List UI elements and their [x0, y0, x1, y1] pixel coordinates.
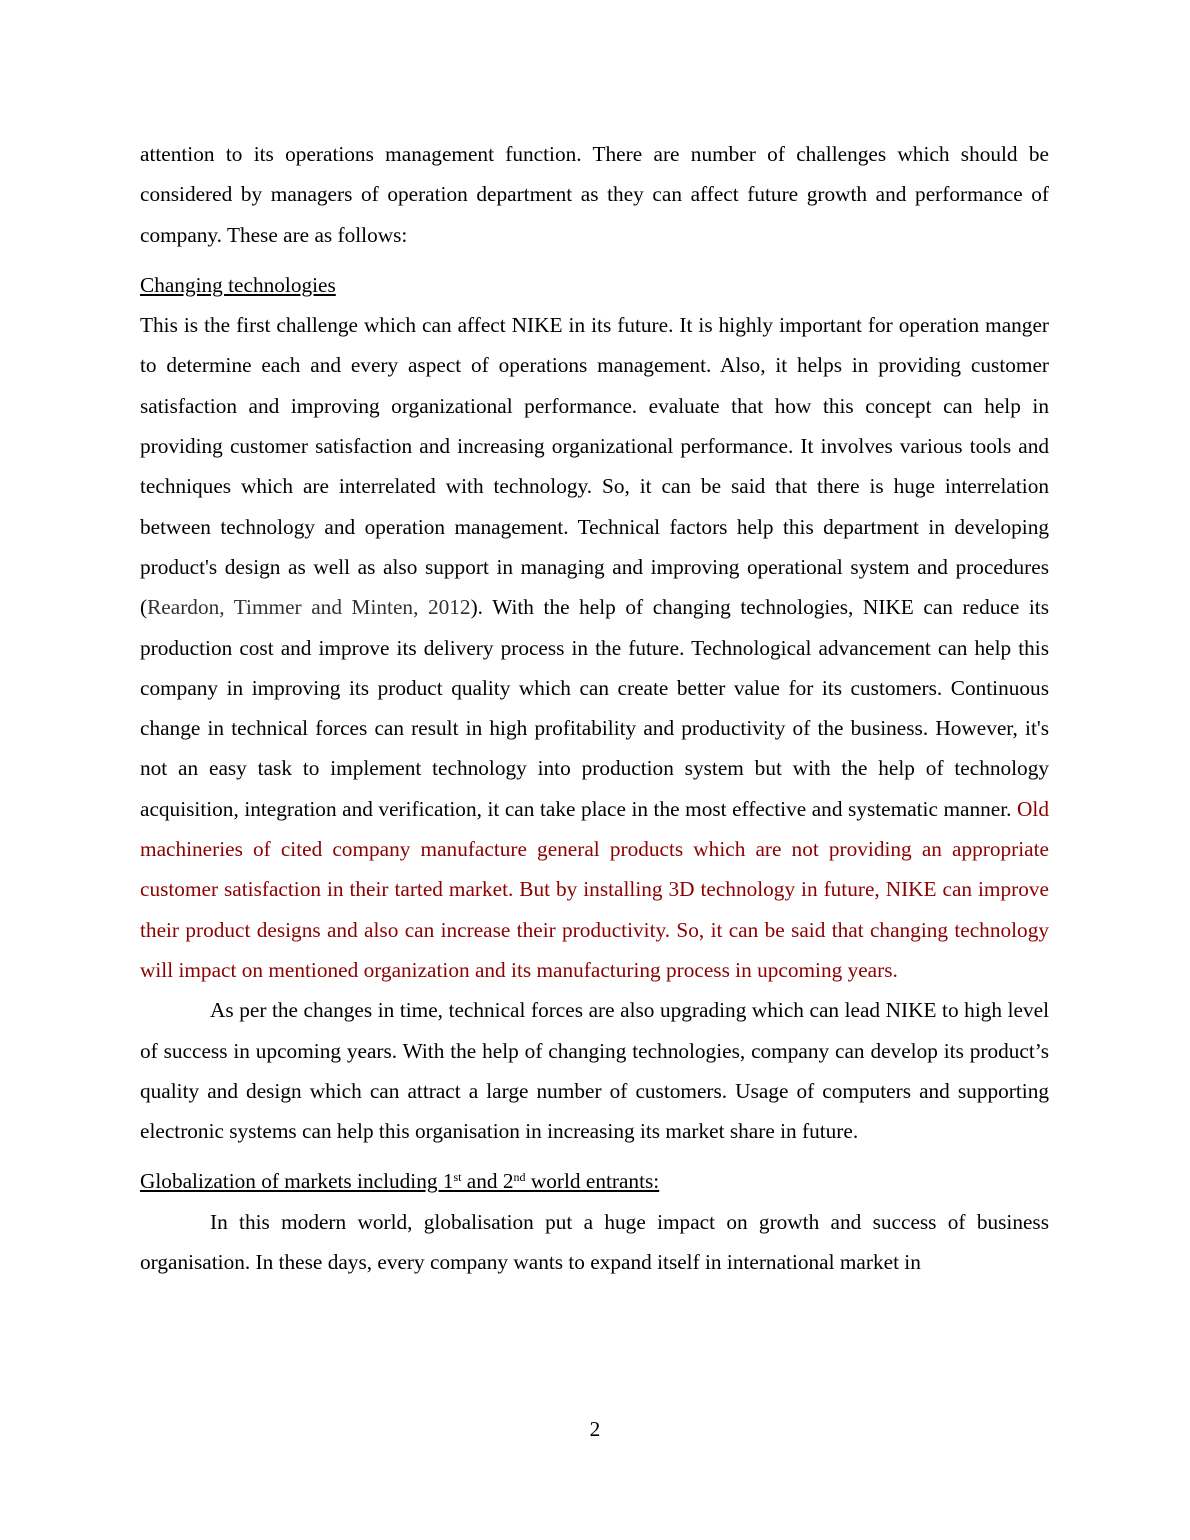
- superscript-nd: nd: [513, 1170, 526, 1185]
- heading-part-1: Globalization of markets including 1: [140, 1169, 454, 1194]
- paragraph-text-part-2: ). With the help of changing technologies, NIKE can reduce its production cost and improve its delivery process in the future. Technological advancement can help this company in improving its product quality which can create better value for its customers. Continuous change in technical forces can result in high profitability and productivity of the business. However, it's not an easy task to implement technology into production system but with the help of technology acquisition, integration and verification, it can take place in the most effective and systematic manner.: [140, 595, 1049, 821]
- heading-part-3: world entrants:: [525, 1169, 660, 1194]
- globalization-paragraph: In this modern world, globalisation put a huge impact on growth and success of business organisation. In these days, every company wants to expand itself in international market in: [140, 1209, 1049, 1275]
- intro-paragraph: attention to its operations management function. There are number of challenges which should be considered by managers of operation department as they can affect future growth and performance of company. These are as follows:: [140, 142, 1049, 247]
- heading-globalization: [140, 1161, 1049, 1201]
- heading-changing-technologies: Changing technologies: [140, 272, 336, 297]
- document-page: [140, 134, 1049, 1282]
- superscript-st: st: [453, 1170, 462, 1185]
- highlighted-red-text: Old machineries of cited company manufacture general products which are not providing an appropriate customer satisfaction in their tarted market. But by installing 3D technology in future, NIKE can improve their product designs and also can increase their productivity. So, it can be said that changing technology will impact on mentioned organization and its manufacturing process in upcoming years.: [140, 796, 1049, 982]
- citation: Reardon, Timmer and Minten, 2012: [147, 595, 471, 620]
- page-number: 2: [589, 1417, 601, 1441]
- changing-technologies-paragraph: [140, 305, 1049, 990]
- heading-part-2: and 2: [461, 1169, 514, 1194]
- technical-forces-paragraph: As per the changes in time, technical forces are also upgrading which can lead NIKE to high level of success in upcoming years. With the help of changing technologies, company can develop its product’s quality and design which can attract a large number of customers. Usage of computers and supporting electronic systems can help this organisation in increasing its market share in future.: [140, 998, 1049, 1144]
- paragraph-text-part-1: This is the first challenge which can affect NIKE in its future. It is highly important for operation manger to determine each and every aspect of operations management. Also, it helps in providing customer satisfaction and improving organizational performance. evaluate that how this concept can help in providing customer satisfaction and increasing organizational performance. It involves various tools and techniques which are interrelated with technology. So, it can be said that there is huge interrelation between technology and operation management. Technical factors help this department in developing product's design as well as also support in managing and improving operational system and procedures (: [140, 313, 1049, 620]
